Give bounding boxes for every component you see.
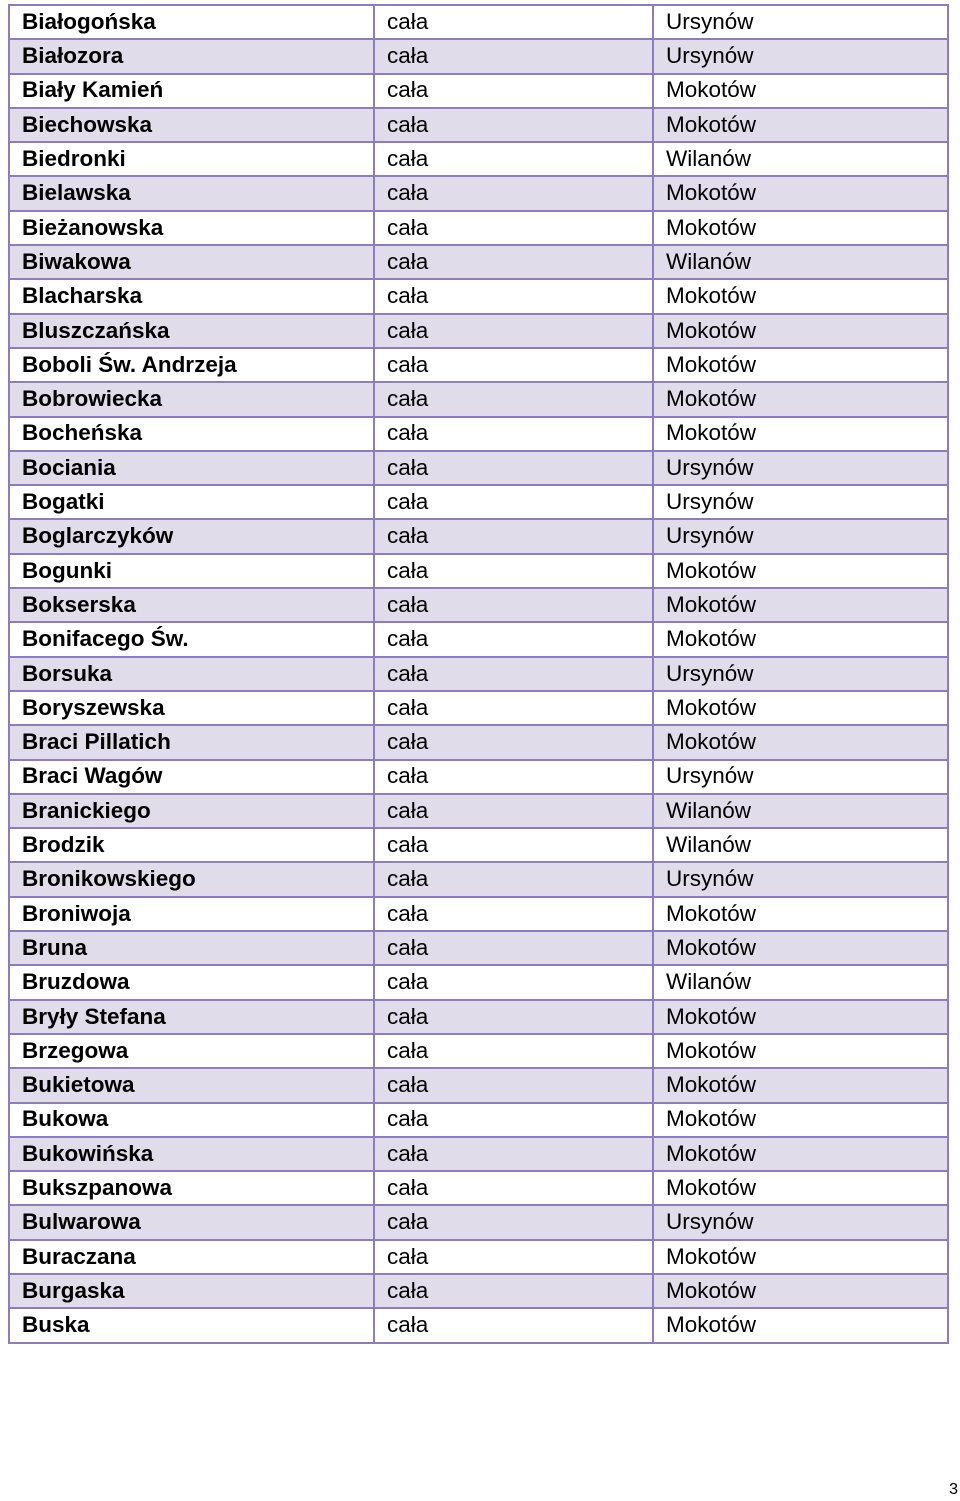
street-name-cell: Biedronki [9, 142, 374, 176]
range-cell: cała [374, 417, 653, 451]
range-cell: cała [374, 862, 653, 896]
street-name-cell: Bielawska [9, 176, 374, 210]
street-name-cell: Braci Wagów [9, 760, 374, 794]
range-cell: cała [374, 279, 653, 313]
street-name-cell: Bluszczańska [9, 314, 374, 348]
street-name-cell: Bukszpanowa [9, 1171, 374, 1205]
range-cell: cała [374, 451, 653, 485]
table-row [9, 417, 948, 451]
street-name-cell: Bulwarowa [9, 1205, 374, 1239]
district-cell: Mokotów [653, 348, 948, 382]
street-name-cell: Biwakowa [9, 245, 374, 279]
range-cell: cała [374, 5, 653, 39]
district-cell: Mokotów [653, 1308, 948, 1342]
table-row [9, 39, 948, 73]
street-name-cell: Boryszewska [9, 691, 374, 725]
range-cell: cała [374, 142, 653, 176]
table-row [9, 1103, 948, 1137]
district-cell: Mokotów [653, 211, 948, 245]
street-name-cell: Bukowa [9, 1103, 374, 1137]
district-cell: Ursynów [653, 862, 948, 896]
table-row [9, 931, 948, 965]
table-row [9, 519, 948, 553]
district-cell: Mokotów [653, 1274, 948, 1308]
street-name-cell: Brzegowa [9, 1034, 374, 1068]
table-row [9, 828, 948, 862]
street-name-cell: Bokserska [9, 588, 374, 622]
range-cell: cała [374, 1103, 653, 1137]
table-row [9, 862, 948, 896]
range-cell: cała [374, 1068, 653, 1102]
table-row [9, 348, 948, 382]
range-cell: cała [374, 348, 653, 382]
range-cell: cała [374, 74, 653, 108]
street-name-cell: Burgaska [9, 1274, 374, 1308]
range-cell: cała [374, 245, 653, 279]
range-cell: cała [374, 1308, 653, 1342]
table-row [9, 897, 948, 931]
street-name-cell: Bieżanowska [9, 211, 374, 245]
table-row [9, 1274, 948, 1308]
district-cell: Mokotów [653, 554, 948, 588]
range-cell: cała [374, 794, 653, 828]
street-name-cell: Bonifacego Św. [9, 622, 374, 656]
street-name-cell: Borsuka [9, 657, 374, 691]
table-row [9, 622, 948, 656]
district-cell: Mokotów [653, 1034, 948, 1068]
range-cell: cała [374, 1205, 653, 1239]
street-name-cell: Bryły Stefana [9, 1000, 374, 1034]
range-cell: cała [374, 931, 653, 965]
district-cell: Mokotów [653, 1103, 948, 1137]
table-row [9, 760, 948, 794]
district-cell: Mokotów [653, 74, 948, 108]
district-cell: Mokotów [653, 897, 948, 931]
table-row [9, 211, 948, 245]
table-row [9, 725, 948, 759]
street-name-cell: Bruna [9, 931, 374, 965]
district-cell: Mokotów [653, 931, 948, 965]
district-cell: Ursynów [653, 485, 948, 519]
district-cell: Ursynów [653, 519, 948, 553]
table-row [9, 74, 948, 108]
range-cell: cała [374, 725, 653, 759]
range-cell: cała [374, 588, 653, 622]
district-cell: Mokotów [653, 382, 948, 416]
street-name-cell: Boglarczyków [9, 519, 374, 553]
district-cell: Mokotów [653, 176, 948, 210]
range-cell: cała [374, 554, 653, 588]
table-row [9, 1000, 948, 1034]
district-cell: Mokotów [653, 314, 948, 348]
range-cell: cała [374, 211, 653, 245]
district-cell: Ursynów [653, 451, 948, 485]
district-cell: Wilanów [653, 794, 948, 828]
street-name-cell: Biały Kamień [9, 74, 374, 108]
range-cell: cała [374, 485, 653, 519]
table-row [9, 1034, 948, 1068]
district-cell: Mokotów [653, 691, 948, 725]
range-cell: cała [374, 108, 653, 142]
street-name-cell: Bocheńska [9, 417, 374, 451]
table-row [9, 691, 948, 725]
district-cell: Mokotów [653, 1000, 948, 1034]
street-name-cell: Biechowska [9, 108, 374, 142]
table-row [9, 176, 948, 210]
district-cell: Wilanów [653, 245, 948, 279]
street-name-cell: Boboli Św. Andrzeja [9, 348, 374, 382]
street-district-table [8, 4, 949, 1344]
street-name-cell: Bruzdowa [9, 965, 374, 999]
district-cell: Ursynów [653, 657, 948, 691]
table-row [9, 1205, 948, 1239]
table-row [9, 794, 948, 828]
street-name-cell: Bukietowa [9, 1068, 374, 1102]
table-row [9, 5, 948, 39]
district-cell: Mokotów [653, 622, 948, 656]
table-row [9, 1308, 948, 1342]
street-name-cell: Blacharska [9, 279, 374, 313]
table-row [9, 245, 948, 279]
range-cell: cała [374, 828, 653, 862]
district-cell: Mokotów [653, 108, 948, 142]
table-row [9, 1137, 948, 1171]
street-name-cell: Brodzik [9, 828, 374, 862]
range-cell: cała [374, 657, 653, 691]
range-cell: cała [374, 965, 653, 999]
table-row [9, 485, 948, 519]
range-cell: cała [374, 1034, 653, 1068]
district-cell: Mokotów [653, 417, 948, 451]
street-name-cell: Broniwoja [9, 897, 374, 931]
range-cell: cała [374, 691, 653, 725]
district-cell: Ursynów [653, 5, 948, 39]
street-table-body [9, 5, 948, 1343]
street-name-cell: Bobrowiecka [9, 382, 374, 416]
district-cell: Mokotów [653, 1137, 948, 1171]
range-cell: cała [374, 897, 653, 931]
table-row [9, 657, 948, 691]
street-name-cell: Braci Pillatich [9, 725, 374, 759]
district-cell: Ursynów [653, 760, 948, 794]
street-name-cell: Bukowińska [9, 1137, 374, 1171]
district-cell: Mokotów [653, 725, 948, 759]
district-cell: Mokotów [653, 1068, 948, 1102]
district-cell: Wilanów [653, 142, 948, 176]
district-cell: Wilanów [653, 965, 948, 999]
range-cell: cała [374, 1240, 653, 1274]
range-cell: cała [374, 314, 653, 348]
table-row [9, 588, 948, 622]
table-row [9, 382, 948, 416]
district-cell: Mokotów [653, 1171, 948, 1205]
range-cell: cała [374, 382, 653, 416]
table-row [9, 314, 948, 348]
district-cell: Ursynów [653, 39, 948, 73]
table-row [9, 1068, 948, 1102]
range-cell: cała [374, 1171, 653, 1205]
street-name-cell: Bronikowskiego [9, 862, 374, 896]
range-cell: cała [374, 519, 653, 553]
street-name-cell: Białozora [9, 39, 374, 73]
street-name-cell: Bogunki [9, 554, 374, 588]
range-cell: cała [374, 1137, 653, 1171]
range-cell: cała [374, 760, 653, 794]
district-cell: Wilanów [653, 828, 948, 862]
table-row [9, 142, 948, 176]
table-row [9, 108, 948, 142]
district-cell: Ursynów [653, 1205, 948, 1239]
page-number: 3 [949, 1481, 958, 1498]
street-name-cell: Branickiego [9, 794, 374, 828]
street-name-cell: Białogońska [9, 5, 374, 39]
range-cell: cała [374, 39, 653, 73]
table-row [9, 554, 948, 588]
table-row [9, 1171, 948, 1205]
table-row [9, 279, 948, 313]
street-name-cell: Buraczana [9, 1240, 374, 1274]
district-cell: Mokotów [653, 588, 948, 622]
range-cell: cała [374, 1000, 653, 1034]
district-cell: Mokotów [653, 279, 948, 313]
table-row [9, 965, 948, 999]
district-cell: Mokotów [653, 1240, 948, 1274]
table-row [9, 1240, 948, 1274]
street-name-cell: Bociania [9, 451, 374, 485]
range-cell: cała [374, 176, 653, 210]
range-cell: cała [374, 622, 653, 656]
street-name-cell: Bogatki [9, 485, 374, 519]
range-cell: cała [374, 1274, 653, 1308]
table-row [9, 451, 948, 485]
street-name-cell: Buska [9, 1308, 374, 1342]
